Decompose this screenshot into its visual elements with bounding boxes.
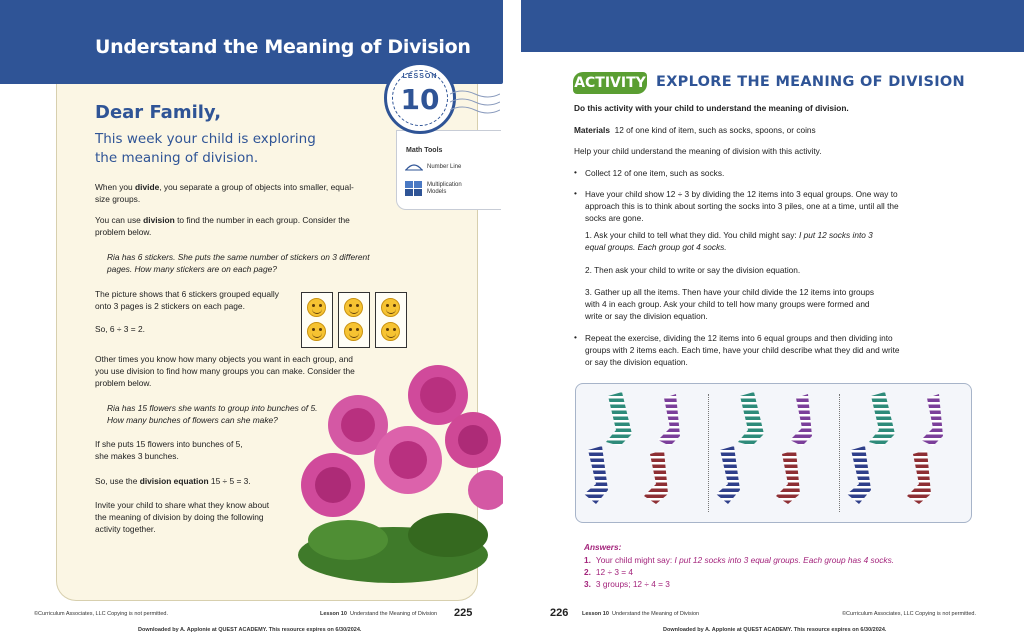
activity-title: EXPLORE THE MEANING OF DIVISION <box>656 74 965 90</box>
smiley-sticker <box>344 298 363 317</box>
socks-drawing <box>576 384 971 522</box>
bullet-show-division: Have your child show 12 ÷ 3 by dividing the 12 items into 3 equal groups. One way to approach this is to think about sorting the socks into 3 piles, one at a time, until all the socks are gone. <box>585 189 899 223</box>
subheading: This week your child is exploring the meaning of division. <box>95 131 316 166</box>
materials-line: Materials 12 of one kind of item, such as socks, spoons, or coins <box>574 125 816 135</box>
bullet-collect: Collect 12 of one item, such as socks. <box>585 168 725 178</box>
footer-copyright: ©Curriculum Associates, LLC Copying is not permitted. <box>34 611 168 617</box>
bullet-dot: • <box>574 332 577 342</box>
problem-flowers: Ria has 15 flowers she wants to group into bunches of 5. How many bunches of flowers can she make? <box>107 403 318 425</box>
smiley-sticker <box>307 322 326 341</box>
number-line-icon <box>405 161 423 171</box>
paragraph-divide: When you divide, you separate a group of objects into smaller, equal-size groups. <box>95 182 354 204</box>
socks-illustration <box>575 383 972 523</box>
sticker-page <box>338 292 370 348</box>
stamp-label: LESSON <box>402 73 438 80</box>
activity-label: ACTIVITY <box>573 72 647 94</box>
smiley-sticker <box>381 298 400 317</box>
activity-intro: Do this activity with your child to understand the meaning of division. <box>574 103 849 113</box>
math-tools-panel <box>396 130 501 210</box>
bullet-repeat: Repeat the exercise, dividing the 12 items into 6 equal groups and then dividing into groups with 2 items each. Each time, have your child describe what they did and write or say the division equation. <box>585 333 900 367</box>
step-1: 1. Ask your child to tell what they did. You child might say: I put 12 socks into 3 equal groups. Each group got 4 socks. <box>585 230 873 252</box>
smiley-sticker <box>344 322 363 341</box>
footer-copyright-right: ©Curriculum Associates, LLC Copying is not permitted. <box>842 611 976 617</box>
number-line-label: Number Line <box>427 164 462 170</box>
answer-1: 1. Your child might say: I put 12 socks into 3 equal groups. Each group has 4 socks. <box>584 555 895 565</box>
multiplication-models-label: Multiplication Models <box>427 182 462 195</box>
paragraph-other-times: Other times you know how many objects you want in each group, and you use division to find how many groups you can make. Consider the problem below. <box>95 354 355 388</box>
lesson-stamp <box>384 62 456 134</box>
multiplication-model-icon <box>405 181 423 197</box>
paragraph-picture: The picture shows that 6 stickers grouped equally onto 3 pages is 2 stickers on each page. <box>95 289 279 311</box>
greeting: Dear Family, <box>95 102 222 123</box>
paragraph-division: You can use division to find the number in each group. Consider the problem below. <box>95 215 350 237</box>
equation-stickers: So, 6 ÷ 3 = 2. <box>95 324 145 334</box>
page-number: 225 <box>454 607 473 619</box>
smiley-sticker <box>307 298 326 317</box>
bullet-dot: • <box>574 167 577 177</box>
footer-lesson-right: Lesson 10 Understand the Meaning of Division <box>582 611 700 617</box>
download-note: Downloaded by A. Applonie at QUEST ACADEMY. This resource expires on 6/30/2024. <box>138 627 362 633</box>
division-equation-sentence: So, use the division equation 15 ÷ 5 = 3. <box>95 476 251 486</box>
step-2: 2. Then ask your child to write or say the division equation. <box>585 265 801 275</box>
left-page <box>0 0 503 642</box>
paragraph-invite: Invite your child to share what they know about the meaning of division by doing the following activity together. <box>95 500 270 534</box>
help-line: Help your child understand the meaning of division with this activity. <box>574 146 822 156</box>
math-tools-title: Math Tools <box>406 147 443 154</box>
smiley-sticker <box>381 322 400 341</box>
page-title: Understand the Meaning of Division <box>95 36 471 58</box>
sticker-page <box>375 292 407 348</box>
answer-2: 2. 12 ÷ 3 = 4 <box>584 567 633 577</box>
top-banner <box>521 0 1024 52</box>
answer-3: 3. 3 groups; 12 ÷ 4 = 3 <box>584 579 670 589</box>
postmark-lines <box>450 86 500 126</box>
sticker-page <box>301 292 333 348</box>
answers-label: Answers: <box>584 542 622 552</box>
download-note-right: Downloaded by A. Applonie at QUEST ACADEMY. This resource expires on 6/30/2024. <box>663 627 887 633</box>
footer-lesson: Lesson 10 Understand the Meaning of Division <box>320 611 438 617</box>
flower-bouquet-image <box>288 365 503 583</box>
bullet-dot: • <box>574 188 577 198</box>
page-number-right: 226 <box>550 607 569 619</box>
problem-stickers: Ria has 6 stickers. She puts the same number of stickers on 3 different pages. How many stickers are on each page? <box>107 252 370 274</box>
step-3: 3. Gather up all the items. Then have your child divide the 12 items into groups with 4 in each group. Ask your child to tell how many groups were formed and write or say the division equation. <box>585 287 875 321</box>
stamp-number: 10 <box>400 83 440 116</box>
paragraph-bunches: If she puts 15 flowers into bunches of 5, she makes 3 bunches. <box>95 439 243 461</box>
